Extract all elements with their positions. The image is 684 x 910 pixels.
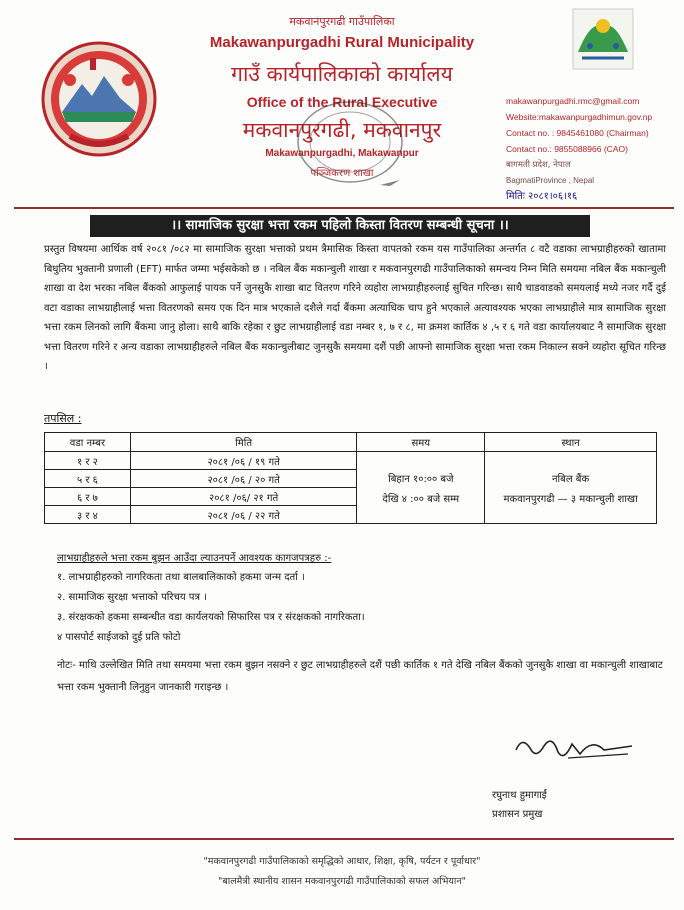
place-bank: नबिल बैंक bbox=[552, 473, 590, 485]
branch-name: पञ्जिकरण शाखा bbox=[310, 168, 374, 179]
distribution-schedule-table bbox=[44, 432, 657, 524]
date-cell: २०८१ /०६ / १९ गते bbox=[130, 452, 357, 470]
signer-name: रघुनाथ हुमागाईं bbox=[492, 790, 547, 801]
contact-phone-cao: Contact no.: 9855088966 (CAO) bbox=[506, 144, 628, 154]
required-documents-list bbox=[57, 568, 365, 648]
signatory bbox=[492, 786, 547, 824]
footer-slogan-2: "बालमैत्री स्थानीय शासन मकवानपुरगढी गाउँपालिकाको सफल अभियान" bbox=[217, 876, 466, 887]
time-end: देखि ४ :०० बजे सम्म bbox=[382, 493, 460, 505]
date-cell: २०८१ /०६/ २१ गते bbox=[130, 488, 357, 506]
ward-cell: ३ र ४ bbox=[45, 506, 131, 524]
list-item: ३. संरक्षकको हकमा सम्बन्धीत वडा कार्यलयको सिफारिस पत्र र संरक्षकको नागरिकता। bbox=[57, 612, 365, 623]
signature-icon bbox=[508, 728, 638, 768]
notice-title: ।। सामाजिक सुरक्षा भत्ता रकम पहिलो किस्ता वितरण सम्बन्धी सूचना ।। bbox=[90, 215, 590, 237]
municipality-logo-icon bbox=[572, 8, 634, 70]
date-cell: २०८१ /०६ / २२ गते bbox=[130, 506, 357, 524]
details-label: तपसिल : bbox=[44, 412, 82, 425]
contact-phone-chairman: Contact no. : 9845461080 (Chairman) bbox=[506, 128, 649, 138]
place-english: Makawanpurgadhi, Makawanpur bbox=[265, 148, 419, 159]
signer-title: प्रशासन प्रमुख bbox=[492, 809, 543, 820]
required-documents-heading: लाभग्राहीहरुले भत्ता रकम बुझन आउँदा ल्याउनपर्ने आवश्यक कागजपत्रहरु :- bbox=[57, 553, 332, 564]
office-stamp-icon bbox=[280, 90, 430, 190]
office-name-english: Office of the Rural Executive bbox=[246, 94, 438, 110]
contact-website: Website:makawanpurgadhimun.gov.np bbox=[506, 112, 653, 122]
letter-date: मितिः २०८१।०६।१६ bbox=[506, 191, 578, 202]
place-devanagari: मकवानपुरगढी, मकवानपुर bbox=[242, 118, 442, 142]
footer-divider bbox=[14, 838, 674, 840]
notice-body: प्रस्तुत विषयमा आर्थिक वर्ष २०८१ /०८२ मा सामाजिक सुरक्षा भत्ताको प्रथम त्रैमासिक किस्ता वापतको रकम यस गाउँपालिका अन्तर्गत ८ वटै वडाका लाभग्राहीहरुको खातामा बिधुतिय भुक्तानी प्रणाली (EFT) मार्फत जम्मा भईसकेको छ । नबिल बैंक मकान्चुली शाखा र मकवानपुरगढी गाउँपालिकाको समन्वय निम्न मिति समयमा नबिल बैंक मकान्चुली शाखा वा देश भरका नबिल बैंकको आफुलाई पायक पर्ने जुनसुकै शाखा बाट वितरण गरिने व्यहोरा लाभग्राहीहरुलाई सुचित गरिन्छ। साथै चाडवाडको समयलाई मध्ये नजर गर्दै दुई वटा वडाका लाभग्राहीलाई भत्ता वितरणको समय एक दिन मात्र भएकाले दशैले गर्दा बैंकमा अत्याधिक चाप हुने भएकाले अत्यावश्यक भएका लाभग्राहीले मात्र सामाजिक सुरक्षा भत्ता रकम लिनको लागि बैंकमा जानु होला। साथै बाकि रहेका र छुट लाभग्राहीलाई वडा नम्बर १, ७ र ८, मा क्रमश कार्तिक ४ ,५ र ६ गते वडा कार्यालयबाट नै सामाजिक सुरक्षा भत्ता वितरण गरिने र अन्य वडाका लाभग्राहीहरुले नबिल बैंक मकान्चुलीबाट जुनसुकै समयमा दशैं पछी आफ्नो सामाजिक सुरक्षा भत्ता रकम निकाल्न सक्ने व्यहोरा सूचित गरिन्छ । bbox=[44, 244, 666, 372]
list-item: १. लाभग्राहीहरुको नागरिकता तथा बालबालिकाको हकमा जन्म दर्ता । bbox=[57, 572, 305, 583]
column-header-date: मिति bbox=[130, 433, 357, 452]
contact-province-devanagari: बागमती प्रदेश, नेपाल bbox=[506, 160, 571, 170]
list-item: ४ पासपोर्ट साईजको दुई प्रति फोटो bbox=[57, 632, 181, 643]
time-cell bbox=[357, 452, 485, 524]
table-row bbox=[45, 452, 657, 470]
footer-slogans bbox=[0, 852, 684, 892]
column-header-time: समय bbox=[357, 433, 485, 452]
municipality-name-english: Makawanpurgadhi Rural Municipality bbox=[209, 34, 475, 51]
column-header-place: स्थान bbox=[485, 433, 657, 452]
place-cell bbox=[485, 452, 657, 524]
footer-slogan-1: "मकवानपुरगढी गाउँपालिकाको समृद्धिको आधार, शिक्षा, कृषि, पर्यटन र पूर्वाधार" bbox=[203, 856, 481, 867]
column-header-ward: वडा नम्बर bbox=[45, 433, 131, 452]
contact-block bbox=[506, 93, 684, 205]
table-header-row bbox=[45, 433, 657, 452]
municipality-name-devanagari: मकवानपुरगढी गाउँपालिका bbox=[289, 15, 395, 28]
date-cell: २०८१ /०६ / २० गते bbox=[130, 470, 357, 488]
office-name-devanagari: गाउँ कार्यपालिकाको कार्यालय bbox=[231, 62, 453, 86]
ward-cell: ५ र ६ bbox=[45, 470, 131, 488]
header-divider bbox=[14, 207, 674, 209]
ward-cell: १ र २ bbox=[45, 452, 131, 470]
letterhead bbox=[0, 0, 684, 205]
contact-province-english: BagmatiProvince , Nepal bbox=[506, 176, 595, 185]
contact-email: makawanpurgadhi.rmc@gmail.com bbox=[506, 96, 640, 106]
note-text: नोटः- माथि उल्लेखित मिति तथा समयमा भत्ता रकम बुझन नसक्ने र छुट लाभग्राहीहरुले दशैं पछी कार्तिक १ गते देखि नबिल बैंकको जुनसुकै शाखा वा मकान्चुली शाखाबाट भत्ता रकम भुक्तानी लिनुहुन जानकारी गराइन्छ । bbox=[57, 660, 663, 693]
list-item: २. सामाजिक सुरक्षा भत्ताको परिचय पत्र । bbox=[57, 592, 207, 603]
ward-cell: ६ र ७ bbox=[45, 488, 131, 506]
place-branch: मकवानपुरगढी — ३ मकान्चुली शाखा bbox=[503, 493, 638, 505]
time-start: बिहान १०:०० बजे bbox=[388, 473, 454, 485]
